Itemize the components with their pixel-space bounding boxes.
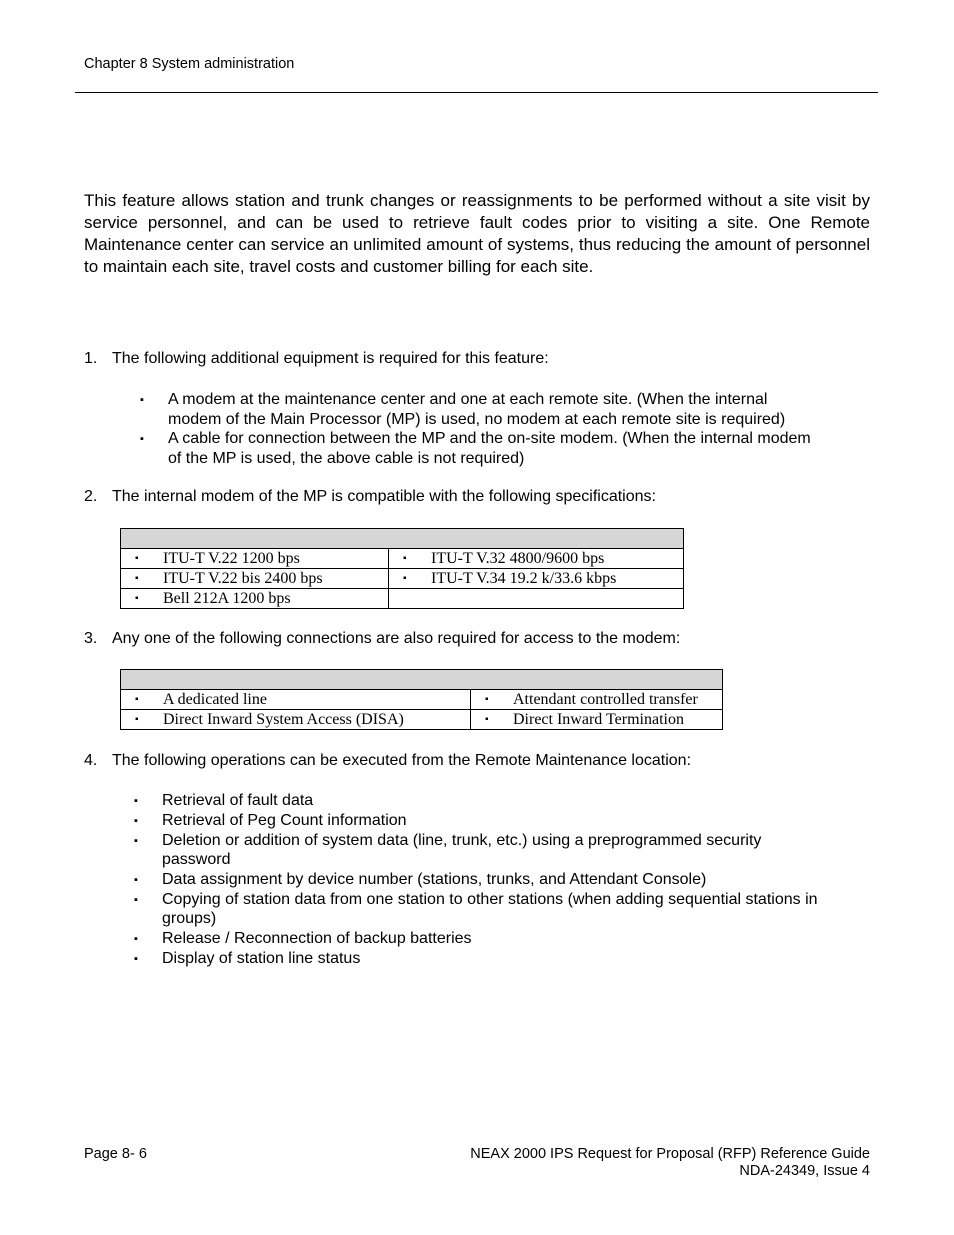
table-cell: ▪ ITU-T V.22 bis 2400 bps (121, 569, 389, 589)
bullet-icon: ▪ (485, 714, 489, 725)
footer-doc-info (470, 1146, 870, 1180)
item-text: The internal modem of the MP is compatible with the following specifications: (112, 488, 656, 505)
bullet-icon: ▪ (135, 553, 139, 564)
table-row (121, 569, 684, 589)
intro-paragraph: This feature allows station and trunk changes or reassignments to be performed without a site visit by service personnel, and can be used to retrieve fault codes prior to visiting a site. One Remote Maintenance center can service an unlimited amount of systems, thus reducing the amount of personnel to maintain each site, travel costs and customer billing for each site. (84, 191, 870, 276)
table-cell: ▪ Attendant controlled transfer (471, 690, 723, 710)
bullet-icon: ▪ (134, 815, 138, 827)
item-text: Any one of the following connections are also required for access to the modem: (112, 630, 681, 647)
bullet-text-line-2: groups) (162, 910, 217, 927)
table-cell: ▪ Direct Inward System Access (DISA) (121, 710, 471, 730)
bullet-icon: ▪ (140, 394, 144, 406)
table-row (121, 690, 723, 710)
bullet-icon: ▪ (403, 573, 407, 584)
item-number: 4. (84, 752, 98, 769)
bullet-icon: ▪ (134, 953, 138, 965)
table-header-row (121, 529, 684, 549)
item-number: 2. (84, 488, 98, 505)
table-row (121, 710, 723, 730)
table-row (121, 589, 684, 609)
connection-table (120, 669, 723, 730)
bullet-icon: ▪ (134, 933, 138, 945)
running-header: Chapter 8 System administration (84, 56, 295, 72)
item-number: 1. (84, 350, 98, 367)
bullet-text: Data assignment by device number (stations, trunks, and Attendant Console) (162, 871, 707, 888)
bullet-text-line-1: Copying of station data from one station to other stations (when adding sequential stations in (162, 891, 818, 908)
bullet-icon: ▪ (134, 835, 138, 847)
bullet-icon: ▪ (140, 433, 144, 445)
table-cell: ▪ ITU-T V.34 19.2 k/33.6 kbps (389, 569, 684, 589)
bullet-text: Retrieval of fault data (162, 792, 314, 809)
bullet-text-line-1: Deletion or addition of system data (line, trunk, etc.) using a preprogrammed security (162, 832, 762, 849)
bullet-text: Release / Reconnection of backup batteries (162, 930, 472, 947)
item-number: 3. (84, 630, 98, 647)
document-title: NEAX 2000 IPS Request for Proposal (RFP) Reference Guide (470, 1146, 870, 1162)
bullet-icon: ▪ (134, 795, 138, 807)
bullet-text-line-2: of the MP is used, the above cable is not required) (168, 450, 525, 467)
bullet-text-line-2: password (162, 851, 231, 868)
bullet-icon: ▪ (135, 714, 139, 725)
table-cell: ▪ Bell 212A 1200 bps (121, 589, 389, 609)
page-number: Page 8- 6 (84, 1146, 147, 1162)
table-header-row (121, 670, 723, 690)
table-cell: ▪ ITU-T V.22 1200 bps (121, 549, 389, 569)
bullet-icon: ▪ (135, 593, 139, 604)
bullet-text-line-1: A cable for connection between the MP and the on-site modem. (When the internal modem (168, 430, 811, 447)
bullet-icon: ▪ (485, 694, 489, 705)
bullet-text: Display of station line status (162, 950, 361, 967)
bullet-text: Retrieval of Peg Count information (162, 812, 407, 829)
item-text: The following additional equipment is required for this feature: (112, 350, 549, 367)
bullet-icon: ▪ (134, 874, 138, 886)
table-cell: ▪ A dedicated line (121, 690, 471, 710)
item-text: The following operations can be executed from the Remote Maintenance location: (112, 752, 692, 769)
bullet-text-line-2: modem of the Main Processor (MP) is used, no modem at each remote site is required) (168, 411, 786, 428)
bullet-icon: ▪ (134, 894, 138, 906)
bullet-icon: ▪ (135, 694, 139, 705)
bullet-text-line-1: A modem at the maintenance center and one at each remote site. (When the internal (168, 391, 768, 408)
table-cell-empty (389, 589, 684, 609)
table-cell: ▪ Direct Inward Termination (471, 710, 723, 730)
table-cell: ▪ ITU-T V.32 4800/9600 bps (389, 549, 684, 569)
modem-spec-table (120, 528, 684, 609)
document-id: NDA-24349, Issue 4 (739, 1163, 870, 1179)
header-divider (75, 92, 878, 93)
table-row (121, 549, 684, 569)
bullet-icon: ▪ (135, 573, 139, 584)
bullet-icon: ▪ (403, 553, 407, 564)
